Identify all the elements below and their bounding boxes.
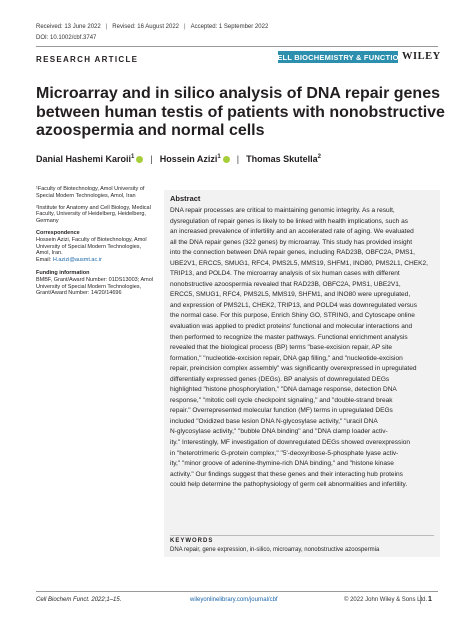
author-separator: | — [236, 154, 240, 164]
funding-heading: Funding information — [36, 269, 90, 276]
abstract-line: revealed that the biological process (BP) terms "base-excision repair, AP site — [170, 344, 392, 352]
abstract-line: activity." Our findings suggest that these genes and their interacting hub proteins — [170, 470, 403, 478]
abstract-line: could help determine the pathophysiology of germ cell abnormalities and infertility. — [170, 481, 408, 489]
separator: | — [105, 24, 108, 30]
abstract-line: in "heterotrimeric G-protein complex," "5'-deoxyribose-5-phosphate lyase activ- — [170, 449, 399, 457]
abstract-line: repair, preincision complex assembly" was significantly overexpressed in upregulated — [170, 365, 417, 373]
separator: | — [184, 24, 186, 30]
abstract-line: differentially expressed genes (DEGs). BP analysis of downregulated DEGs — [170, 375, 390, 383]
author-name[interactable]: Danial Hashemi Karoii — [36, 154, 132, 164]
journal-url-link[interactable]: wileyonlinelibrary.com/journal/cbf — [190, 597, 278, 603]
affiliation: ¹Faculty of Biotechnology, Amol University of Special Modern Technologies, Amol, Iran — [36, 186, 145, 199]
abstract-line: evaluation was applied to predict proteins' functional and molecular interactions and — [170, 323, 413, 331]
abstract-line: the normal case. For this purpose, Enrich Shiny GO, STRING, and Cytoscape online — [170, 312, 415, 320]
abstract-line: N-glycosylase activity," "bubble DNA binding" and "DNA clamp loader activ- — [170, 428, 388, 436]
abstract-line: nonobstructive azoospermia revealed that RAD23B, OBFC2A, PMS1, UBE2V1, — [170, 280, 401, 288]
abstract-line: ity." Interestingly, MF investigation of downregulated DEGs showed overexpression — [170, 439, 411, 447]
header-divider — [36, 46, 438, 47]
keywords-text: DNA repair, gene expression, in-silico, microarray, nonobstructive azoospermia — [170, 547, 380, 553]
correspondence-text: Hossein Azizi, Faculty of Biotechnology, Amol University of Special Modern Technologies, Amol, Iran. — [36, 236, 147, 257]
abstract-line: all the DNA repair genes (322 genes) by microarray. This study has provided insight — [170, 238, 413, 246]
abstract-line: TRIP13, and POLD4. The microarray analysis of six human cases with different — [170, 270, 400, 278]
correspondence-block — [36, 230, 156, 264]
affiliation: ²Institute for Anatomy and Cell Biology, Medical Faculty, University of Heidelberg, Heidelberg, Germany — [36, 204, 151, 225]
abstract-line: included "Oxidized base lesion DNA N-glycosylase activity," "uracil DNA — [170, 417, 378, 425]
journal-name-badge[interactable]: CELL BIOCHEMISTRY & FUNCTION — [271, 52, 405, 62]
author-affiliation-mark: 1 — [131, 154, 135, 160]
author-affiliation-mark: 1 — [217, 154, 221, 160]
abstract-line: highlighted "histone phosphorylation," "DNA damage response, detection DNA — [170, 386, 397, 394]
correspondence-heading: Correspondence — [36, 229, 80, 236]
keywords-divider — [170, 535, 434, 536]
orcid-icon[interactable] — [223, 156, 230, 163]
abstract-line: DNA repair processes are critical to maintaining genomic integrity. As a result, — [170, 207, 395, 214]
author-name[interactable]: Thomas Skutella — [246, 154, 318, 164]
funding-block — [36, 270, 156, 297]
side-info-column — [36, 186, 156, 303]
abstract-body — [170, 206, 434, 491]
abstract-line: dysregulation of repair genes is likely to be linked with health implications, such as — [170, 217, 408, 225]
article-type: RESEARCH ARTICLE — [36, 55, 139, 64]
footer-divider — [36, 591, 438, 592]
accepted-date: Accepted: 1 September 2022 — [190, 24, 269, 30]
abstract-line: ERCC5, SMUG1, RFC4, PMS2L5, MMS19, SHFM1, and INO80 were upregulated, — [170, 291, 411, 299]
page-number: 1 — [428, 596, 432, 603]
article-title: Microarray and in silico analysis of DNA repair genes between human testis of patients with nonobstructive azoospermia and normal cells — [36, 85, 445, 139]
copyright: © 2022 John Wiley & Sons Ltd. — [344, 597, 428, 603]
abstract-line: then performed to recognize the master pathways. Functional enrichment analysis — [170, 333, 408, 341]
doi[interactable]: DOI: 10.1002/cbf.3747 — [36, 35, 97, 41]
abstract-heading: Abstract — [170, 194, 201, 203]
abstract-line: and expression of PMS2L1, CHEK2, TRIP13, and POLD4 was downregulated versus — [170, 301, 417, 309]
author-separator: | — [150, 154, 153, 164]
abstract-line: response," "mitotic cell cycle checkpoint signaling," and "double-strand break — [170, 396, 393, 404]
abstract-line: formation," "nucleotide-excision repair, DNA gap filling," and "nucleotide-excision — [170, 354, 403, 362]
keywords-label: KEYWORDS — [170, 538, 214, 544]
author-affiliation-mark: 2 — [317, 154, 321, 160]
abstract-line: UBE2V1, ERCC5, SMUG1, RFC4, PMS2L5, MMS19, SHFM1, INO80, PMS2L1, CHEK2, — [170, 259, 428, 267]
abstract-line: ity," "minor groove of adenine-thymine-rich DNA binding," and "histone kinase — [170, 460, 394, 468]
abstract-line: into the connection between DNA repair genes, including RAD23B, OBFC2A, PMS1, — [170, 249, 415, 257]
received-date: Received: 13 June 2022 — [36, 24, 101, 30]
author-list — [36, 154, 321, 164]
abstract-line: repair." Overrepresented molecular function (MF) terms in upregulated DEGs — [170, 407, 393, 415]
publisher-logo[interactable]: WILEY — [402, 51, 441, 62]
author-name[interactable]: Hossein Azizi — [159, 154, 218, 164]
correspondence-email-line — [36, 257, 156, 264]
correspondence-email-link[interactable]: H.azizi@ausmt.ac.ir — [52, 257, 102, 264]
orcid-icon[interactable] — [136, 156, 143, 163]
revised-date: Revised: 16 August 2022 — [112, 24, 179, 30]
email-label: Email: — [36, 257, 52, 264]
funding-text: BMBF, Grant/Award Number: 01DS13003; Amol University of Special Modern Technologies, Grant/Award Number: 14/20/14696 — [36, 276, 153, 297]
abstract-line: an increased prevalence of infertility and an accelerated rate of aging. We evaluated — [170, 228, 414, 236]
citation: Cell Biochem Funct. 2022;1–15. — [36, 597, 122, 603]
article-dates — [36, 24, 268, 30]
footer-separator — [420, 595, 421, 604]
